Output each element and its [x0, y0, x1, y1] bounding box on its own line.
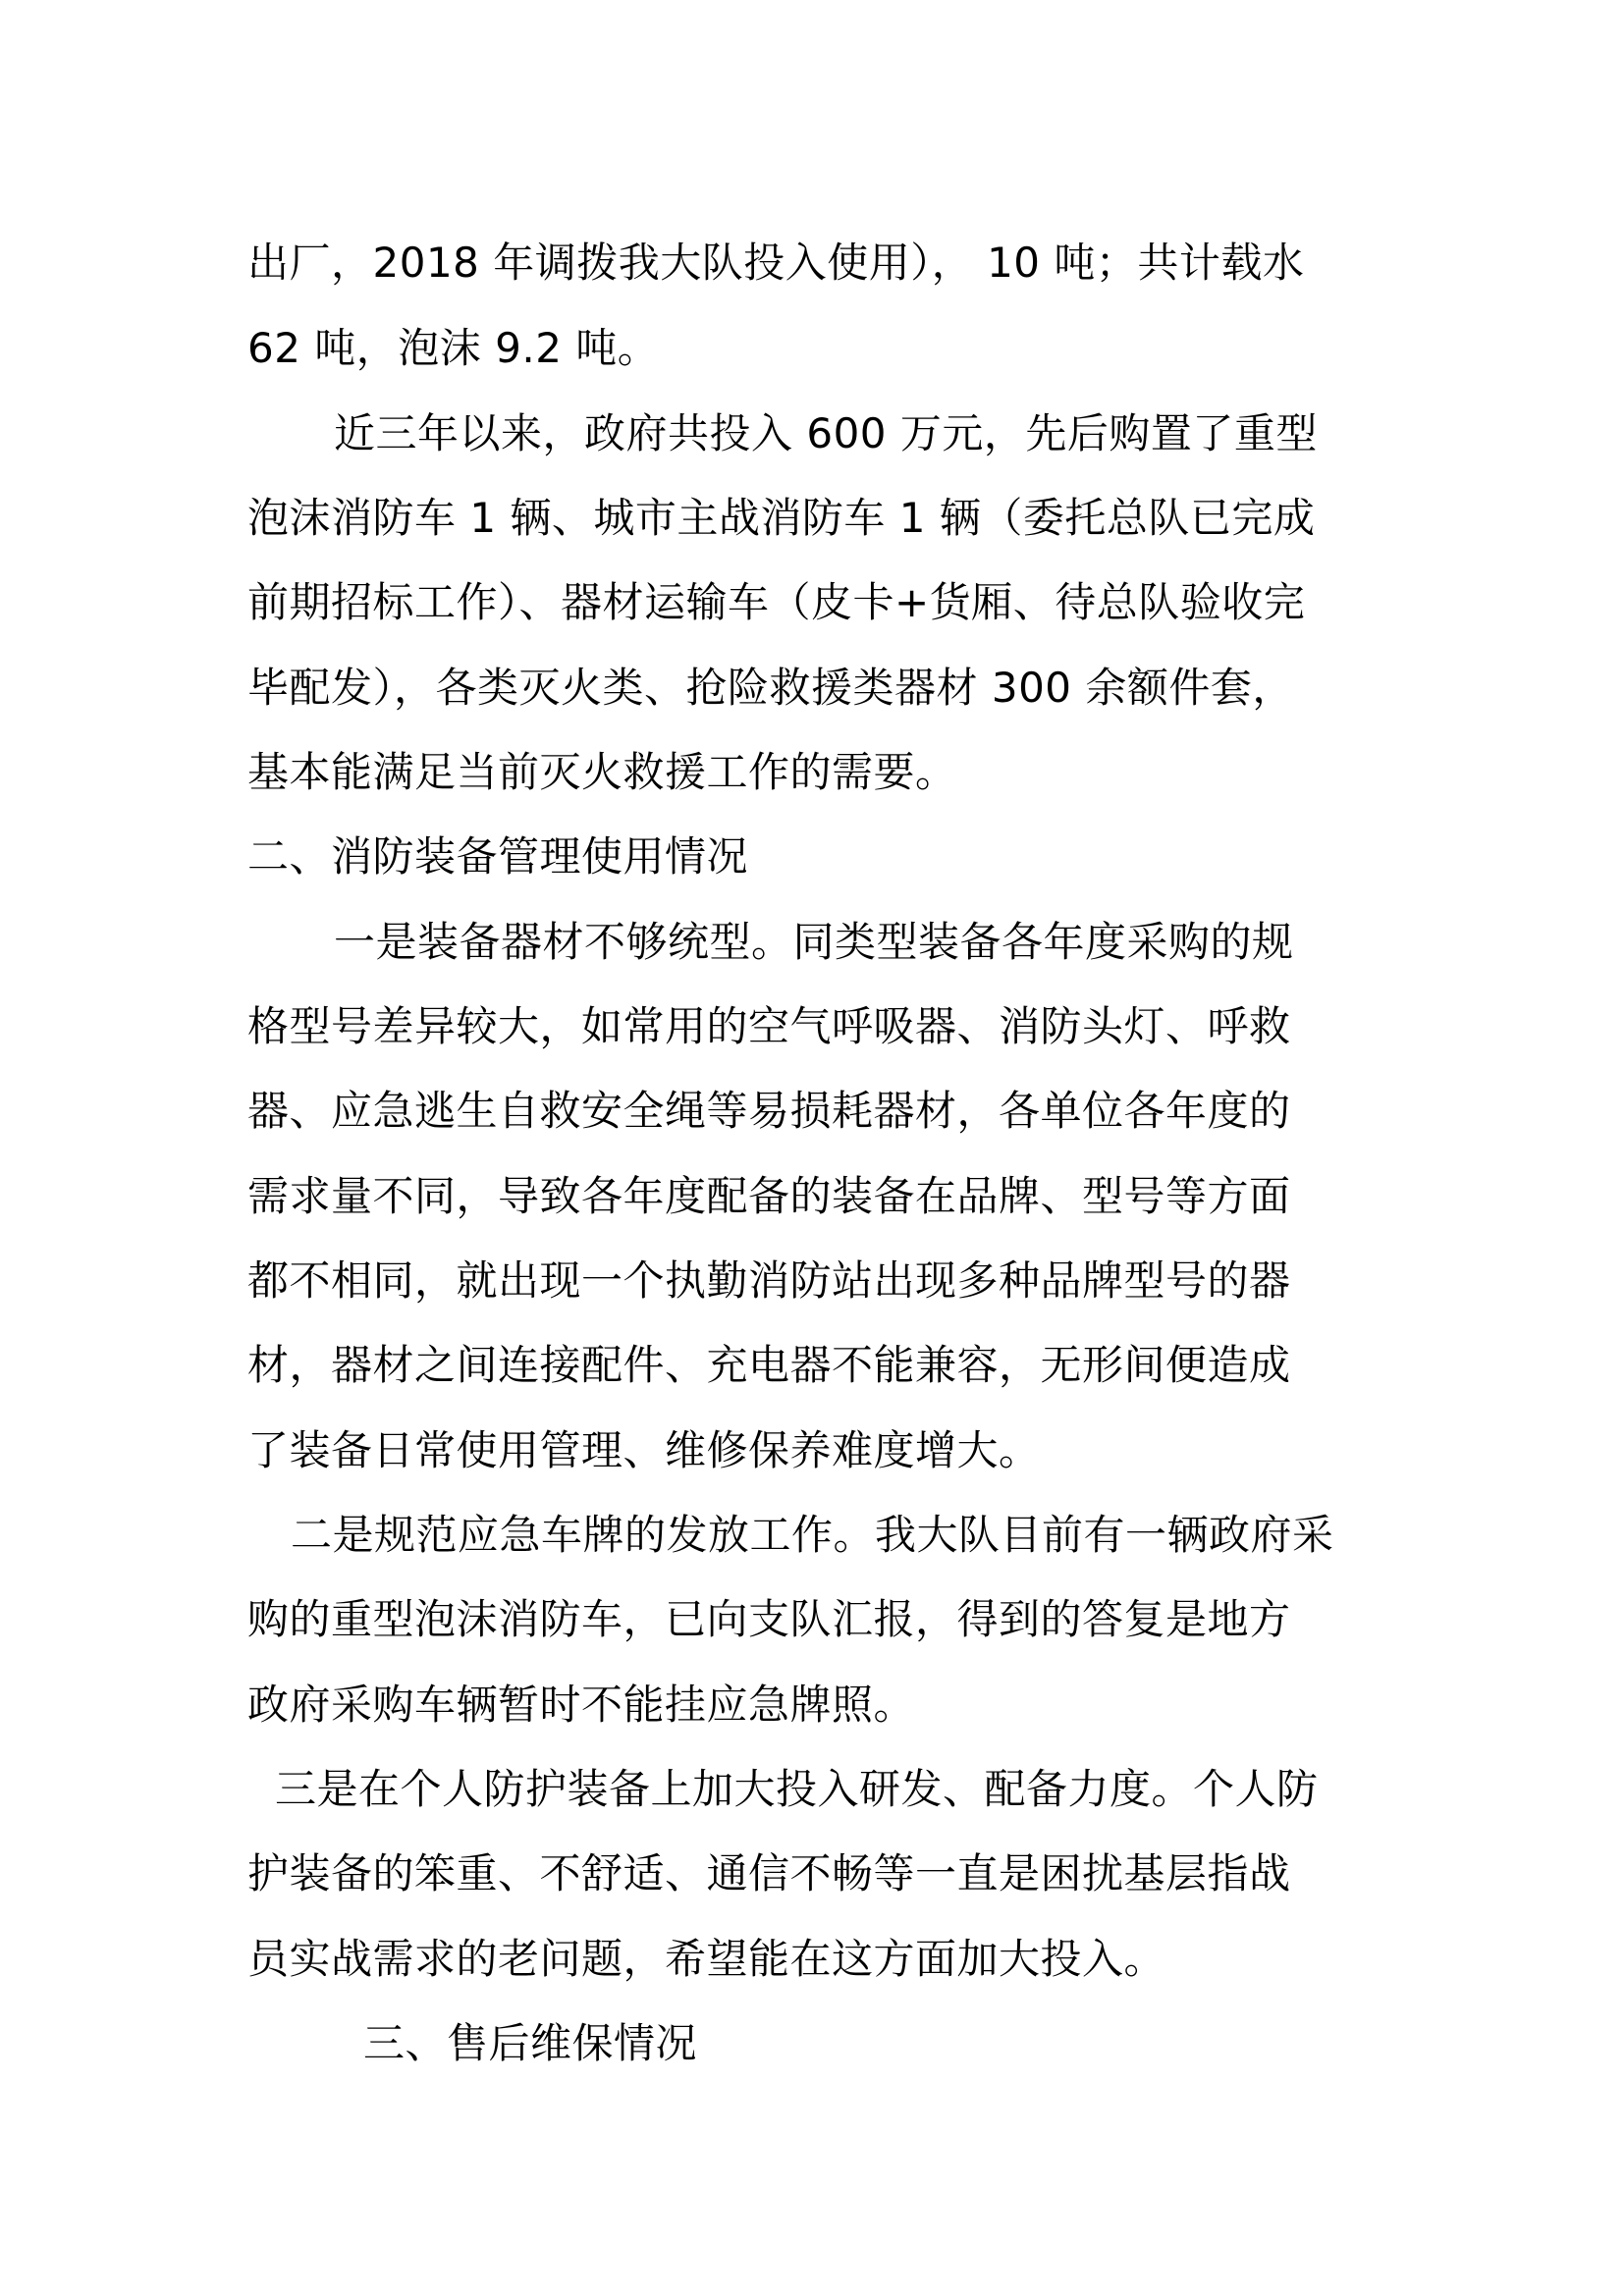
text-line: 毕配发），各类灭火类、抢险救援类器材 300 余额件套， [247, 664, 1294, 712]
paragraph-first-line: 三是在个人防护装备上加大投入研发、配备力度。个人防 [275, 1765, 1319, 1813]
text-line: 格型号差异较大，如常用的空气呼吸器、消防头灯、呼救 [247, 1002, 1291, 1050]
section-heading: 三、售后维保情况 [363, 2019, 698, 2067]
paragraph-first-line: 二是规范应急车牌的发放工作。我大队目前有一辆政府采 [291, 1511, 1334, 1559]
text-line: 了装备日常使用管理、维修保养难度增大。 [247, 1426, 1041, 1474]
text-line: 政府采购车辆暂时不能挂应急牌照。 [247, 1681, 916, 1729]
text-line: 基本能满足当前灭火救援工作的需要。 [247, 748, 957, 796]
text-line: 护装备的笨重、不舒适、通信不畅等一直是困扰基层指战 [247, 1849, 1291, 1897]
text-line: 出厂，2018 年调拨我大队投入使用）， 10 吨；共计载水 [247, 239, 1305, 287]
text-line: 需求量不同，导致各年度配备的装备在品牌、型号等方面 [247, 1172, 1291, 1220]
text-line: 材，器材之间连接配件、充电器不能兼容，无形间便造成 [247, 1341, 1291, 1389]
text-line: 购的重型泡沫消防车，已向支队汇报，得到的答复是地方 [247, 1595, 1291, 1643]
paragraph-first-line: 一是装备器材不够统型。同类型装备各年度采购的规 [334, 918, 1294, 966]
section-heading: 二、消防装备管理使用情况 [247, 832, 749, 881]
text-line: 器、应急逃生自救安全绳等易损耗器材，各单位各年度的 [247, 1087, 1291, 1135]
paragraph-first-line: 近三年以来，政府共投入 600 万元，先后购置了重型 [334, 409, 1318, 457]
text-line: 员实战需求的老问题，希望能在这方面加大投入。 [247, 1935, 1166, 1983]
text-line: 62 吨，泡沫 9.2 吨。 [247, 324, 660, 372]
text-line: 都不相同，就出现一个执勤消防站出现多种品牌型号的器 [247, 1256, 1291, 1305]
text-line: 泡沫消防车 1 辆、城市主战消防车 1 辆（委托总队已完成 [247, 494, 1316, 542]
text-line: 前期招标工作）、器材运输车（皮卡+货厢、待总队验收完 [247, 578, 1306, 626]
